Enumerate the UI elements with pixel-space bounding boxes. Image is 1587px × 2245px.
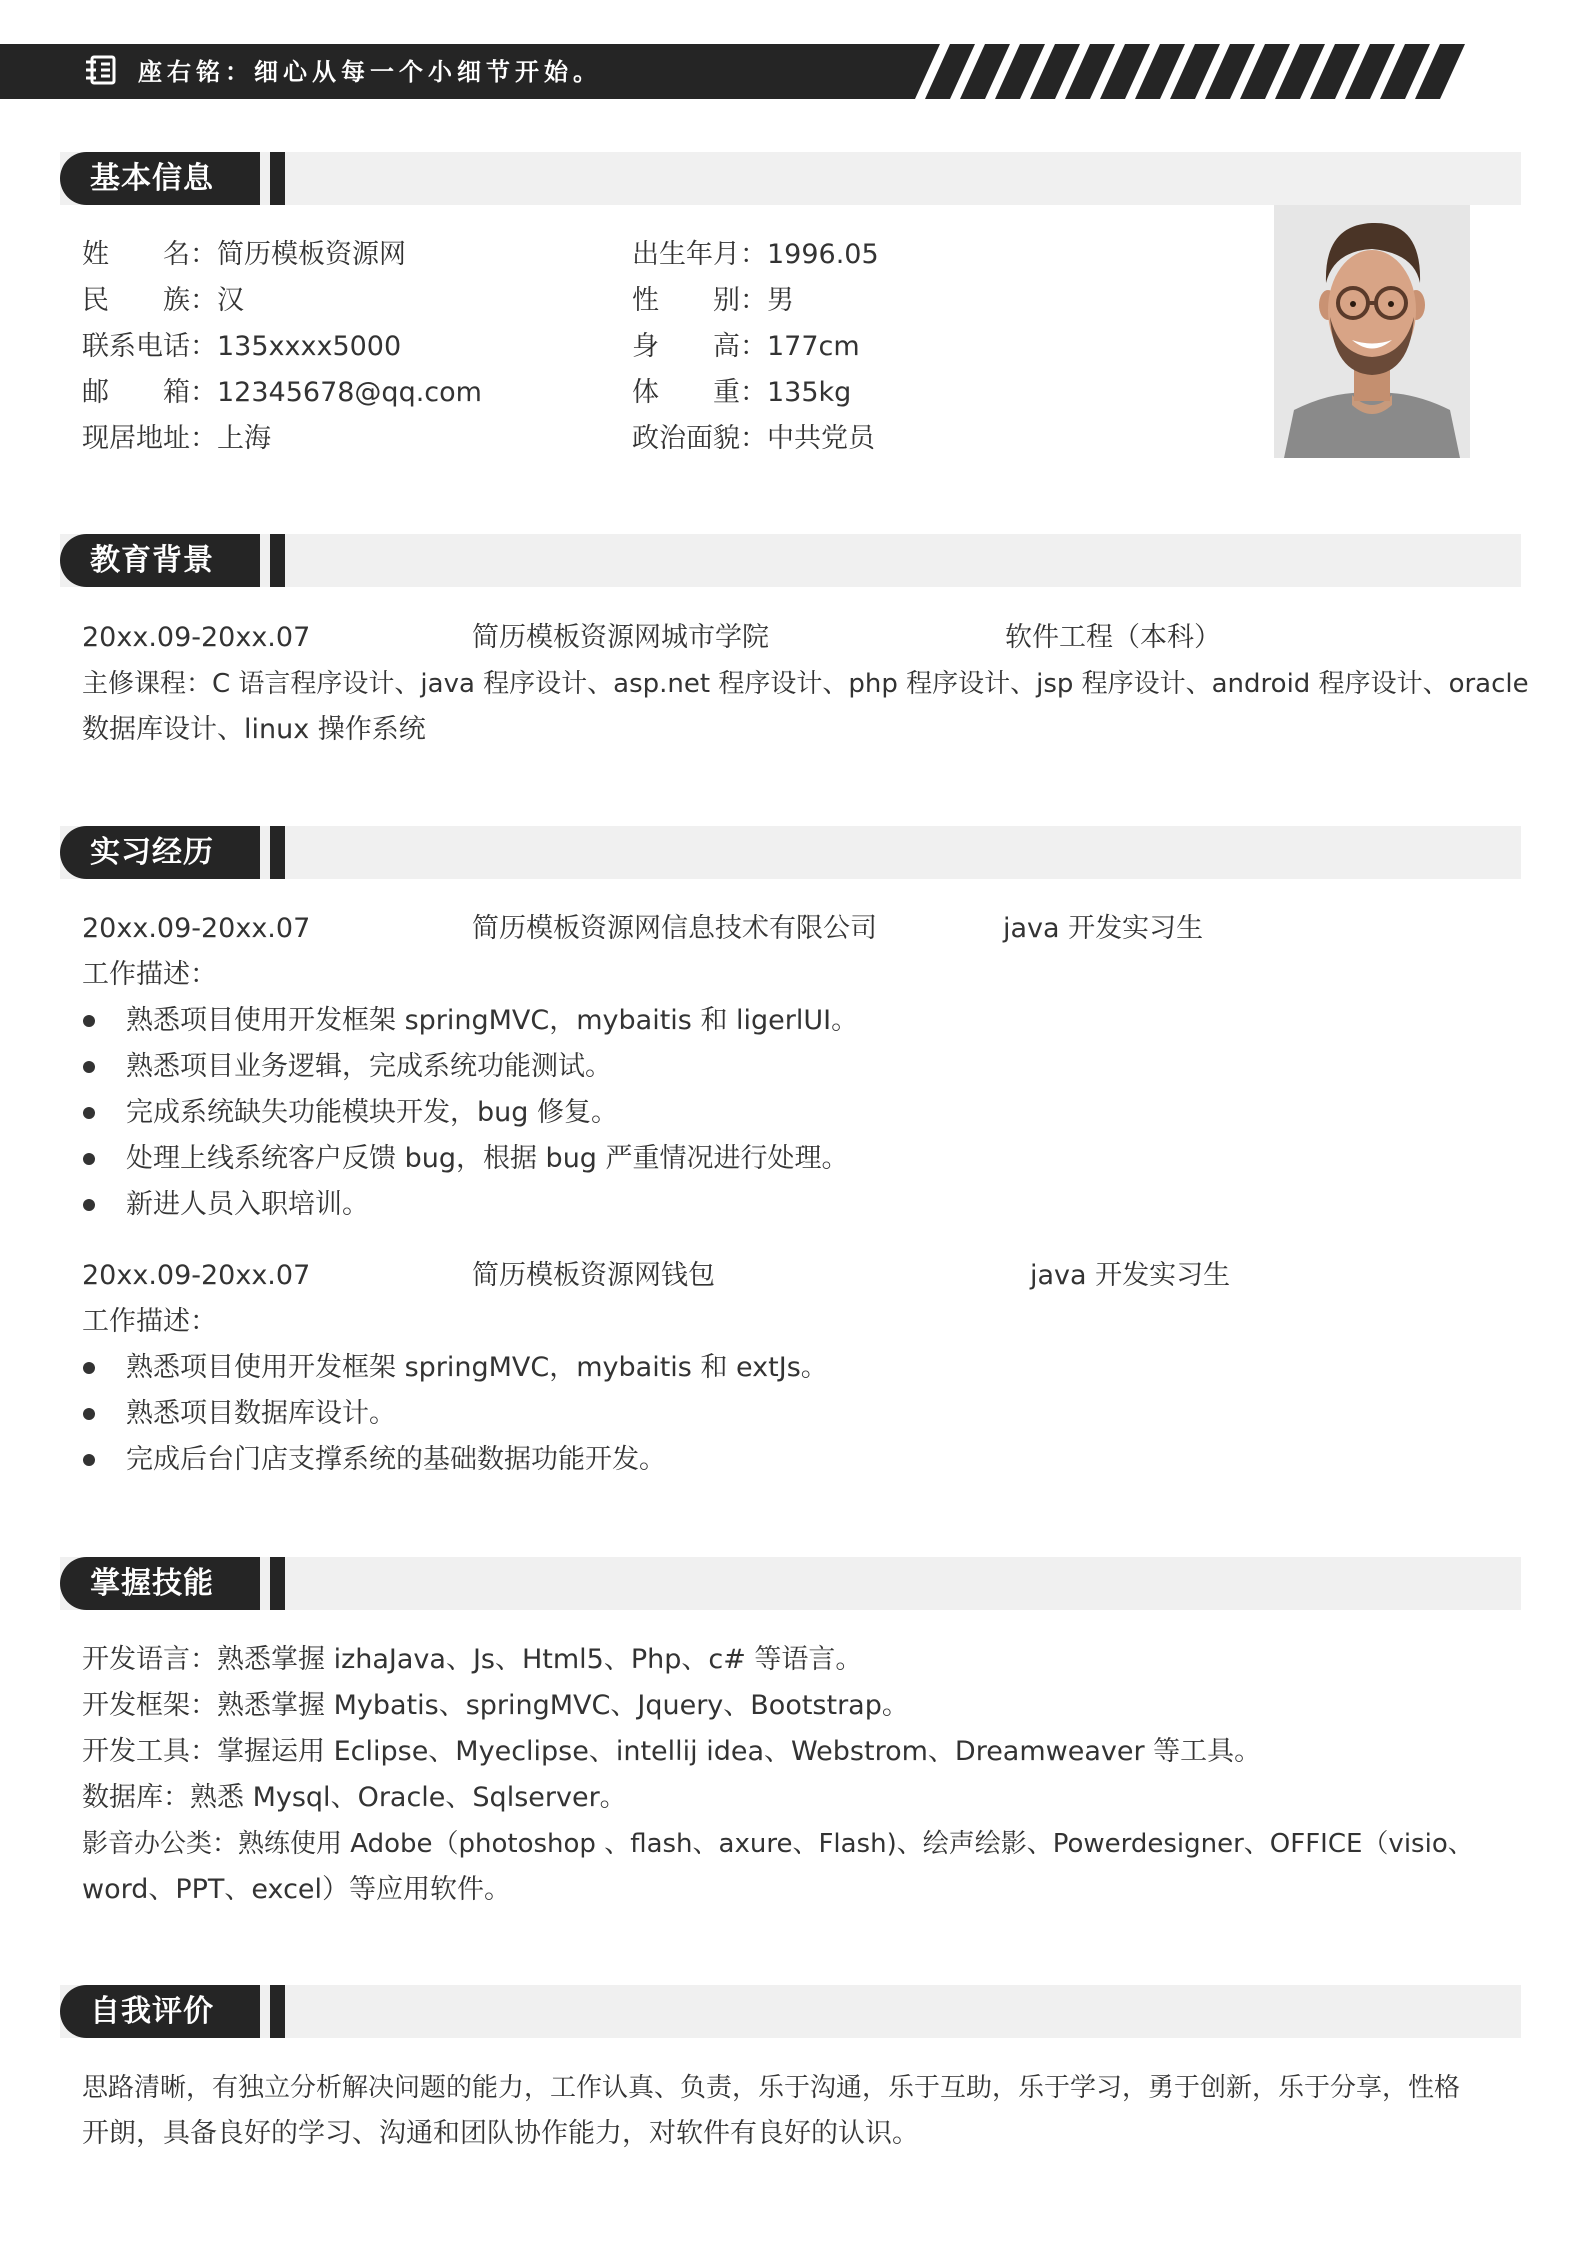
intern2-company: 简历模板资源网钱包 bbox=[472, 1260, 715, 1291]
skill-line: 开发语言：熟悉掌握 izhaJava、Js、Html5、Php、c# 等语言。 bbox=[82, 1644, 863, 1675]
section-bar bbox=[270, 534, 285, 587]
section-bar bbox=[270, 152, 285, 205]
info-email: 邮 箱：12345678@qq.com bbox=[82, 377, 482, 408]
bullet-dot bbox=[83, 1015, 95, 1027]
edu-courses-line1: 主修课程：C 语言程序设计、java 程序设计、asp.net 程序设计、php 程序设计、jsp 程序设计、android 程序设计、oracle bbox=[82, 669, 1529, 699]
bullet-dot bbox=[83, 1408, 95, 1420]
intern2-desc-label: 工作描述： bbox=[82, 1306, 217, 1337]
info-ethnicity: 民 族：汉 bbox=[82, 285, 244, 316]
self-eval-line: 思路清晰，有独立分析解决问题的能力，工作认真、负责，乐于沟通，乐于互助，乐于学习，勇于创新，乐于分享，性格 bbox=[82, 2073, 1461, 2103]
info-political: 政治面貌：中共党员 bbox=[632, 423, 875, 454]
section-bar bbox=[270, 1557, 285, 1610]
intern1-role: java 开发实习生 bbox=[1003, 913, 1204, 944]
section-title: 实习经历 bbox=[90, 835, 214, 870]
info-phone: 联系电话：135xxxx5000 bbox=[82, 331, 402, 362]
skill-line: 开发工具：掌握运用 Eclipse、Myeclipse、intellij idea、Webstrom、Dreamweaver 等工具。 bbox=[82, 1736, 1262, 1767]
skill-line: 开发框架：熟悉掌握 Mybatis、springMVC、Jquery、Bootstrap。 bbox=[82, 1690, 909, 1721]
intern1-desc-label: 工作描述： bbox=[82, 959, 217, 990]
intern1-date: 20xx.09-20xx.07 bbox=[82, 913, 311, 944]
intern2-role: java 开发实习生 bbox=[1030, 1260, 1231, 1291]
intern2-date: 20xx.09-20xx.07 bbox=[82, 1260, 311, 1291]
profile-photo bbox=[1274, 205, 1470, 458]
intern1-item: 新进人员入职培训。 bbox=[126, 1189, 369, 1220]
bullet-dot bbox=[83, 1153, 95, 1165]
self-eval-line: 开朗，具备良好的学习、沟通和团队协作能力，对软件有良好的认识。 bbox=[82, 2118, 919, 2149]
section-title: 自我评价 bbox=[90, 1994, 214, 2029]
bullet-dot bbox=[83, 1107, 95, 1119]
info-name: 姓 名：简历模板资源网 bbox=[82, 239, 406, 270]
info-weight: 体 重：135kg bbox=[632, 377, 852, 408]
bullet-dot bbox=[83, 1362, 95, 1374]
info-birth: 出生年月：1996.05 bbox=[632, 239, 879, 270]
info-address: 现居地址：上海 bbox=[82, 423, 271, 454]
edu-major: 软件工程（本科） bbox=[1005, 622, 1221, 653]
bullet-dot bbox=[83, 1199, 95, 1211]
intern1-company: 简历模板资源网信息技术有限公司 bbox=[472, 913, 877, 944]
intern2-item: 熟悉项目数据库设计。 bbox=[126, 1398, 396, 1429]
bullet-dot bbox=[83, 1454, 95, 1466]
section-title: 基本信息 bbox=[90, 161, 214, 196]
info-height: 身 高：177cm bbox=[632, 331, 860, 362]
skill-line: 数据库：熟悉 Mysql、Oracle、Sqlserver。 bbox=[82, 1782, 627, 1813]
intern2-item: 熟悉项目使用开发框架 springMVC，mybaitis 和 extJs。 bbox=[126, 1352, 828, 1383]
edu-date: 20xx.09-20xx.07 bbox=[82, 622, 311, 653]
intern1-item: 完成系统缺失功能模块开发，bug 修复。 bbox=[126, 1097, 618, 1128]
edu-school: 简历模板资源网城市学院 bbox=[472, 622, 769, 653]
bullet-dot bbox=[83, 1061, 95, 1073]
info-gender: 性 别：男 bbox=[632, 285, 794, 316]
intern2-item: 完成后台门店支撑系统的基础数据功能开发。 bbox=[126, 1444, 666, 1475]
section-bar bbox=[270, 826, 285, 879]
intern1-item: 熟悉项目使用开发框架 springMVC，mybaitis 和 ligerlUI。 bbox=[126, 1005, 859, 1036]
section-title: 掌握技能 bbox=[90, 1566, 214, 1601]
skill-line: 影音办公类：熟练使用 Adobe（photoshop 、flash、axure、Flash)、绘声绘影、Powerdesigner、OFFICE（visio、 bbox=[82, 1829, 1474, 1859]
section-bar bbox=[270, 1985, 285, 2038]
edu-courses-line2: 数据库设计、linux 操作系统 bbox=[82, 714, 426, 745]
intern1-item: 处理上线系统客户反馈 bug，根据 bug 严重情况进行处理。 bbox=[126, 1143, 849, 1174]
intern1-item: 熟悉项目业务逻辑，完成系统功能测试。 bbox=[126, 1051, 612, 1082]
motto-text: 座右铭：细心从每一个小细节开始。 bbox=[138, 58, 602, 86]
skill-line: word、PPT、excel）等应用软件。 bbox=[82, 1874, 512, 1905]
section-title: 教育背景 bbox=[90, 543, 214, 578]
